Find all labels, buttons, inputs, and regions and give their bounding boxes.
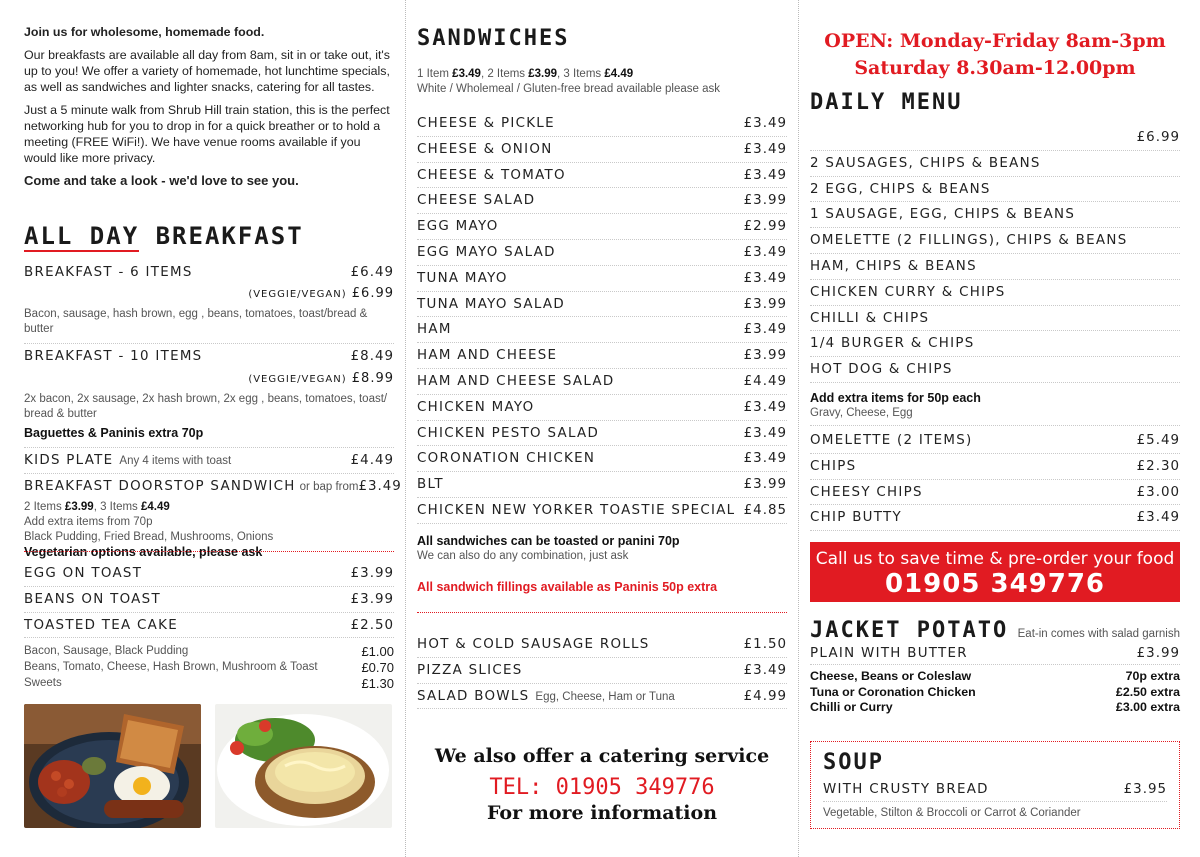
other-items-list	[417, 632, 787, 709]
intro-cta: Come and take a look - we'd love to see you.	[24, 173, 299, 188]
menu-item	[810, 643, 1180, 665]
set-price-row	[810, 125, 1180, 151]
toast-list	[24, 561, 394, 638]
menu-item	[810, 428, 1180, 454]
daily-item	[810, 228, 1180, 254]
item-price: £3.49	[743, 141, 787, 157]
item-price: £1.50	[743, 637, 787, 652]
combo-note: We can also do any combination, just ask	[417, 550, 629, 562]
item-name: TUNA MAYO SALAD	[417, 296, 565, 312]
item-price: £5.49	[1136, 432, 1180, 448]
daily-item	[810, 306, 1180, 332]
item-name: BLT	[417, 477, 444, 493]
extra-row: Beans, Tomato, Cheese, Hash Brown, Mushroom & Toast £0.70	[24, 660, 394, 675]
extras-list	[24, 644, 394, 692]
menu-item: EGG ON TOAST £3.99	[24, 561, 394, 587]
sandwich-pricing: 1 Item £3.49, 2 Items £3.99, 3 Items £4.49	[417, 68, 634, 80]
item-price: £2.30	[1136, 458, 1180, 474]
sandwich-item	[417, 498, 787, 524]
item-name: EGG MAYO	[417, 219, 499, 235]
soup-box	[810, 741, 1180, 829]
item-description: 2x bacon, 2x sausage, 2x hash brown, 2x egg , beans, tomatoes, toast/ bread & butter	[24, 393, 388, 420]
item-price: £3.99	[743, 193, 787, 209]
item-price: £3.49	[743, 451, 787, 467]
menu-item: BEANS ON TOAST £3.99	[24, 587, 394, 613]
item-name: CORONATION CHICKEN	[417, 451, 596, 467]
sandwich-item	[417, 188, 787, 214]
catering-more: For more information	[486, 802, 718, 824]
sandwich-item	[417, 240, 787, 266]
item-name: HAM	[417, 322, 452, 338]
item-name: CHEESE & TOMATO	[417, 167, 566, 183]
item-name: HAM, CHIPS & BEANS	[810, 258, 977, 274]
item-name: EGG MAYO SALAD	[417, 244, 556, 260]
jacket-filling	[810, 700, 1180, 716]
menu-item	[810, 454, 1180, 480]
filling-name: Chilli or Curry	[810, 700, 893, 714]
jacket-fillings	[810, 669, 1180, 716]
breakfast-column	[24, 0, 402, 857]
item-name: HOT DOG & CHIPS	[810, 362, 953, 378]
menu-item	[417, 658, 787, 684]
preorder-text: Call us to save time & pre-order your food	[815, 549, 1175, 569]
item-name: HOT & COLD SAUSAGE ROLLS	[417, 637, 650, 652]
menu-item	[810, 480, 1180, 506]
sandwich-item	[417, 163, 787, 189]
daily-item	[810, 331, 1180, 357]
catering-telephone: TEL: 01905 349776	[489, 775, 715, 800]
sandwich-item	[417, 472, 787, 498]
intro-paragraph: Just a 5 minute walk from Shrub Hill train station, this is the perfect networking hub for you to drop in for a quick breather or to hold a meeting (FREE WiFi!). We have venue rooms available if you would like more privacy.	[24, 103, 390, 165]
filling-name: Cheese, Beans or Coleslaw	[810, 669, 972, 683]
item-name: CHILLI & CHIPS	[810, 310, 930, 326]
item-price: £3.99	[1136, 646, 1180, 661]
doorstop-options: 2 Items £3.99, 3 Items £4.49	[24, 500, 170, 513]
sandwich-item	[417, 369, 787, 395]
item-price: £3.49	[743, 270, 787, 286]
item-name: OMELETTE (2 ITEMS)	[810, 432, 973, 448]
item-price: £4.85	[743, 502, 787, 518]
toasted-note: All sandwiches can be toasted or panini 70p	[417, 534, 680, 548]
extra-title: Add extra items for 50p each	[810, 390, 981, 405]
item-name: SALAD BOWLS	[417, 688, 530, 704]
menu-item	[24, 474, 402, 500]
intro-headline: Join us for wholesome, homemade food.	[24, 25, 265, 39]
extra-line: Add extra items from 70p	[24, 515, 153, 528]
item-name: 1 SAUSAGE, EGG, CHIPS & BEANS	[810, 207, 1076, 223]
item-name: 2 SAUSAGES, CHIPS & BEANS	[810, 155, 1041, 171]
menu-item: TOASTED TEA CAKE £2.50	[24, 613, 394, 639]
item-subtext: Egg, Cheese, Ham or Tuna	[535, 690, 675, 703]
soup-title: SOUP	[823, 750, 884, 775]
sandwiches-title: SANDWICHES	[417, 26, 570, 51]
section-divider	[417, 612, 787, 613]
filling-name: Tuna or Coronation Chicken	[810, 684, 976, 699]
extra-items: Black Pudding, Fried Bread, Mushrooms, Onions	[24, 530, 274, 543]
veggie-option	[24, 370, 394, 388]
catering-line: We also offer a catering service	[434, 745, 770, 767]
item-price: £3.99	[743, 477, 787, 493]
daily-items	[810, 151, 1180, 383]
sandwich-item	[417, 266, 787, 292]
item-price: £3.49	[743, 322, 787, 338]
sandwich-item	[417, 137, 787, 163]
preorder-banner	[810, 542, 1180, 602]
item-price: £3.95	[1123, 782, 1167, 797]
item-name: BREAKFAST - 10 ITEMS	[24, 349, 203, 364]
jacket-filling	[810, 685, 1180, 701]
item-name: HAM AND CHEESE	[417, 348, 558, 364]
opening-hours: OPEN: Monday-Friday 8am-3pm Saturday 8.30am-12.00pm	[824, 30, 1166, 79]
item-name: PIZZA SLICES	[417, 662, 523, 678]
item-price: £3.49	[743, 116, 787, 131]
veggie-price: £6.99	[351, 286, 394, 301]
item-price: £4.99	[743, 688, 787, 704]
filling-price: £2.50 extra	[1115, 684, 1180, 699]
item-name: CHEESY CHIPS	[810, 484, 923, 500]
menu-item	[24, 344, 394, 370]
sandwich-item	[417, 292, 787, 318]
daily-item	[810, 177, 1180, 203]
daily-item	[810, 254, 1180, 280]
sandwich-item	[417, 446, 787, 472]
baguette-note: Baguettes & Paninis extra 70p	[24, 426, 394, 448]
breakfast-title-a: ALL DAY	[24, 222, 140, 250]
column-divider	[405, 0, 406, 857]
item-price: £3.49	[743, 662, 787, 678]
item-price: £8.49	[350, 349, 394, 364]
breakfast-list	[24, 261, 402, 560]
item-name: 2 EGG, CHIPS & BEANS	[810, 181, 991, 197]
sandwiches-column	[417, 0, 787, 857]
jacket-title: JACKET POTATO	[810, 618, 1009, 643]
item-name: OMELETTE (2 FILLINGS), CHIPS & BEANS	[810, 233, 1128, 249]
item-name: CHICKEN MAYO	[417, 399, 535, 415]
item-price: £3.99	[743, 296, 787, 312]
sandwich-item	[417, 343, 787, 369]
item-price: £3.49	[743, 425, 787, 441]
menu-item	[823, 778, 1167, 802]
sandwich-item	[417, 111, 787, 137]
item-price: £3.49	[743, 167, 787, 183]
panini-note: All sandwich fillings available as Paninis 50p extra	[417, 580, 718, 594]
veggie-price: £8.99	[351, 371, 394, 386]
menu-item	[24, 448, 394, 474]
item-name: BREAKFAST DOORSTOP SANDWICH	[24, 478, 296, 494]
item-name: WITH CRUSTY BREAD	[823, 782, 989, 797]
item-name: CHICKEN NEW YORKER TOASTIE SPECIAL	[417, 502, 736, 518]
breakfast-title	[24, 222, 304, 252]
sandwich-item	[417, 214, 787, 240]
item-price: £2.99	[743, 219, 787, 235]
item-price: £6.49	[350, 265, 394, 280]
menu-item	[417, 684, 787, 710]
item-subtext: Any 4 items with toast	[119, 455, 232, 467]
item-name: CHEESE & ONION	[417, 141, 553, 157]
item-subtext: or bap from	[299, 480, 359, 493]
item-name: HAM AND CHEESE SALAD	[417, 373, 615, 389]
item-name: CHIP BUTTY	[810, 510, 902, 526]
item-price: £4.49	[350, 453, 394, 468]
item-name: CHEESE & PICKLE	[417, 116, 555, 131]
jacket-note: Eat-in comes with salad garnish	[1017, 628, 1180, 640]
item-price: £3.00	[1136, 484, 1180, 500]
filling-price: 70p extra	[1125, 669, 1180, 683]
item-price: £3.49	[358, 478, 402, 494]
soup-varieties: Vegetable, Stilton & Broccoli or Carrot & Coriander	[823, 807, 1081, 819]
item-name: PLAIN WITH BUTTER	[810, 646, 968, 661]
vegetarian-note: Vegetarian options available, please ask	[24, 544, 263, 559]
intro-paragraph: Our breakfasts are available all day from 8am, sit in or take out, it's up to you! We offer a variety of homemade, hot lunchtime specials, as well as sandwiches and lighter snacks, catering for all tastes.	[24, 48, 390, 94]
set-price: £6.99	[1136, 130, 1180, 145]
item-name: BREAKFAST - 6 ITEMS	[24, 265, 193, 280]
sandwich-list	[417, 111, 787, 524]
item-price: £3.49	[743, 399, 787, 415]
sandwich-item	[417, 395, 787, 421]
veggie-label: (VEGGIE/VEGAN)	[248, 374, 347, 385]
preorder-phone[interactable]: 01905 349776	[884, 569, 1106, 599]
item-price: £3.99	[743, 348, 787, 364]
intro-text	[24, 24, 394, 196]
item-name: CHIPS	[810, 458, 857, 474]
daily-menu-list	[810, 125, 1180, 531]
sandwich-item	[417, 421, 787, 447]
column-divider	[798, 0, 799, 857]
item-price: £3.49	[743, 244, 787, 260]
daily-priced-items	[810, 428, 1180, 531]
catering-block	[417, 745, 787, 824]
daily-item	[810, 202, 1180, 228]
menu-item	[810, 505, 1180, 531]
jacket-filling	[810, 669, 1180, 685]
daily-menu-title: DAILY MENU	[810, 90, 963, 115]
extra-list: Gravy, Cheese, Egg	[810, 406, 1180, 426]
sandwich-item	[417, 317, 787, 343]
item-name: CHICKEN PESTO SALAD	[417, 425, 600, 441]
jacket-header	[810, 618, 1180, 643]
item-price: £4.49	[743, 373, 787, 389]
daily-menu-column	[810, 0, 1180, 857]
filling-price: £3.00 extra	[1115, 700, 1180, 714]
daily-item	[810, 280, 1180, 306]
jacket-potato-photo	[215, 704, 392, 828]
jacket-section	[810, 618, 1180, 716]
extra-row: Bacon, Sausage, Black Pudding £1.00	[24, 644, 394, 659]
item-name: 1/4 BURGER & CHIPS	[810, 336, 975, 352]
veggie-label: (VEGGIE/VEGAN)	[248, 289, 347, 300]
item-description: Bacon, sausage, hash brown, egg , beans, tomatoes, toast/bread & butter	[24, 303, 394, 344]
daily-item	[810, 151, 1180, 177]
item-name: TUNA MAYO	[417, 270, 508, 286]
item-name: CHEESE SALAD	[417, 193, 536, 209]
item-name: KIDS PLATE	[24, 453, 114, 468]
veggie-option	[24, 285, 394, 303]
bread-note: White / Wholemeal / Gluten-free bread available please ask	[417, 83, 720, 95]
menu-item	[24, 261, 394, 285]
extra-row: Sweets £1.30	[24, 676, 394, 691]
daily-item	[810, 357, 1180, 383]
item-name: CHICKEN CURRY & CHIPS	[810, 284, 1006, 300]
breakfast-title-b: BREAKFAST	[155, 222, 304, 250]
breakfast-photo	[24, 704, 201, 828]
menu-item	[417, 632, 787, 658]
section-divider	[24, 551, 394, 552]
item-price: £3.49	[1136, 510, 1180, 526]
